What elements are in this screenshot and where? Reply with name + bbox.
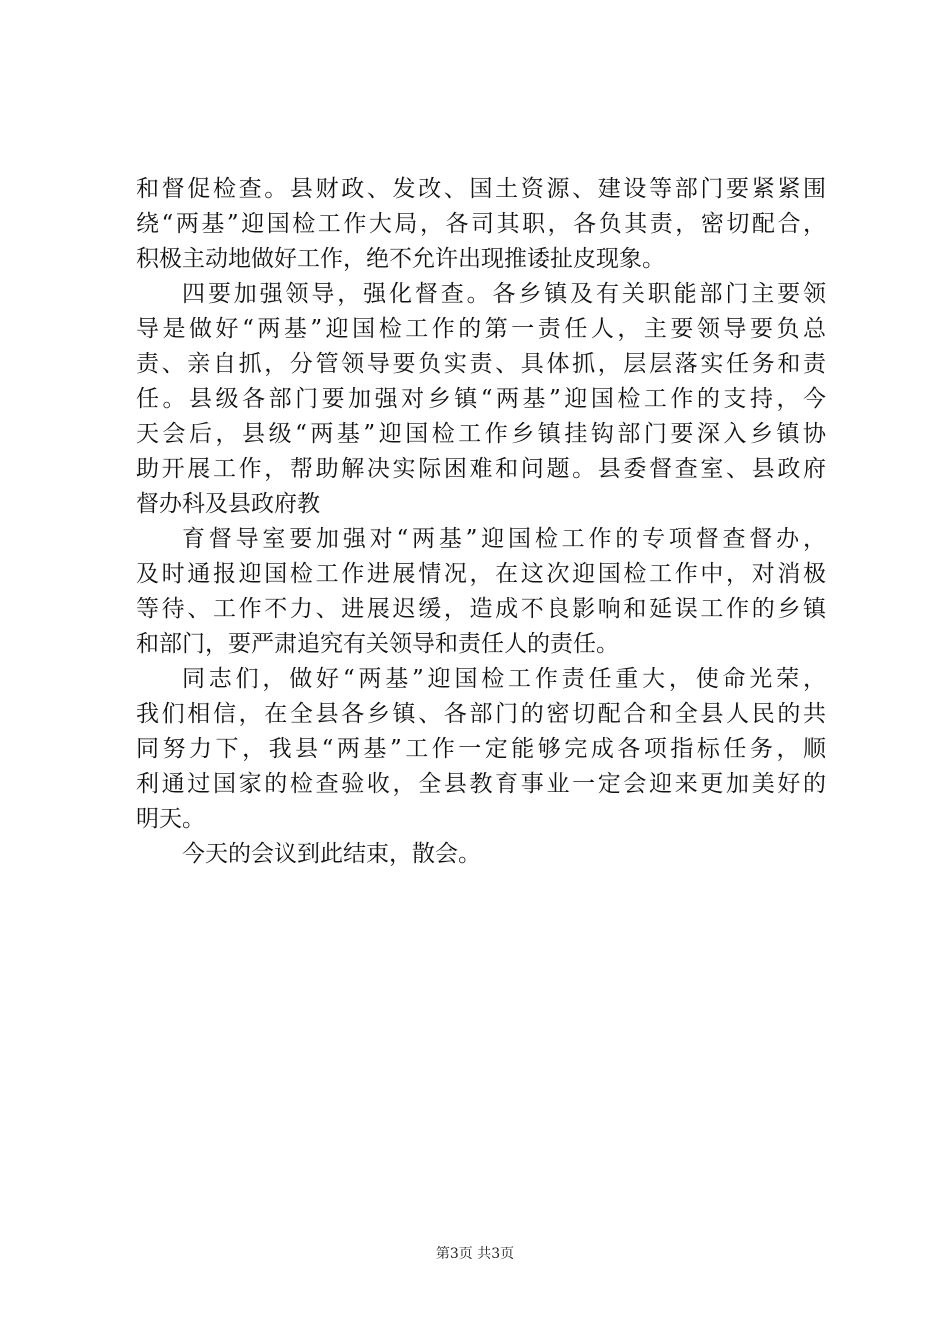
text-line: 积极主动地做好工作，绝不允许出现推诿扯皮现象。 xyxy=(136,246,665,272)
text-line: 等待、工作不力、进展迟缓，造成不良影响和延误工作的乡镇 xyxy=(136,596,826,622)
text-line: 我们相信，在全县各乡镇、各部门的密切配合和全县人民的共 xyxy=(136,701,826,727)
text-line: 绕“两基”迎国检工作大局，各司其职，各负其责，密切配合， xyxy=(136,211,826,237)
paragraph-start-line: 育督导室要加强对“两基”迎国检工作的专项督查督办， xyxy=(182,526,826,552)
text-line: 和督促检查。县财政、发改、国土资源、建设等部门要紧紧围 xyxy=(136,176,826,202)
text-line: 督办科及县政府教 xyxy=(136,491,320,517)
text-line: 导是做好“两基”迎国检工作的第一责任人，主要领导要负总 xyxy=(136,316,826,342)
text-line: 助开展工作，帮助解决实际困难和问题。县委督查室、县政府 xyxy=(136,456,826,482)
paragraph-start-line: 今天的会议到此结束，散会。 xyxy=(182,841,481,867)
page-number-footer: 第3页 共3页 xyxy=(435,1246,515,1262)
text-line: 责、亲自抓，分管领导要负实责、具体抓，层层落实任务和责 xyxy=(136,351,826,377)
text-line: 任。县级各部门要加强对乡镇“两基”迎国检工作的支持，今 xyxy=(136,386,826,412)
text-line: 和部门，要严肃追究有关领导和责任人的责任。 xyxy=(136,631,619,657)
text-line: 天会后，县级“两基”迎国检工作乡镇挂钩部门要深入乡镇协 xyxy=(136,421,826,447)
text-line: 及时通报迎国检工作进展情况，在这次迎国检工作中，对消极 xyxy=(136,561,826,587)
paragraph-start-line: 四要加强领导，强化督查。各乡镇及有关职能部门主要领 xyxy=(182,281,826,307)
text-line: 明天。 xyxy=(136,806,205,832)
text-line: 同努力下，我县“两基”工作一定能够完成各项指标任务，顺 xyxy=(136,736,826,762)
document-body xyxy=(136,172,826,872)
text-line: 利通过国家的检查验收，全县教育事业一定会迎来更加美好的 xyxy=(136,771,826,797)
paragraph-start-line: 同志们，做好“两基”迎国检工作责任重大，使命光荣， xyxy=(182,666,826,692)
